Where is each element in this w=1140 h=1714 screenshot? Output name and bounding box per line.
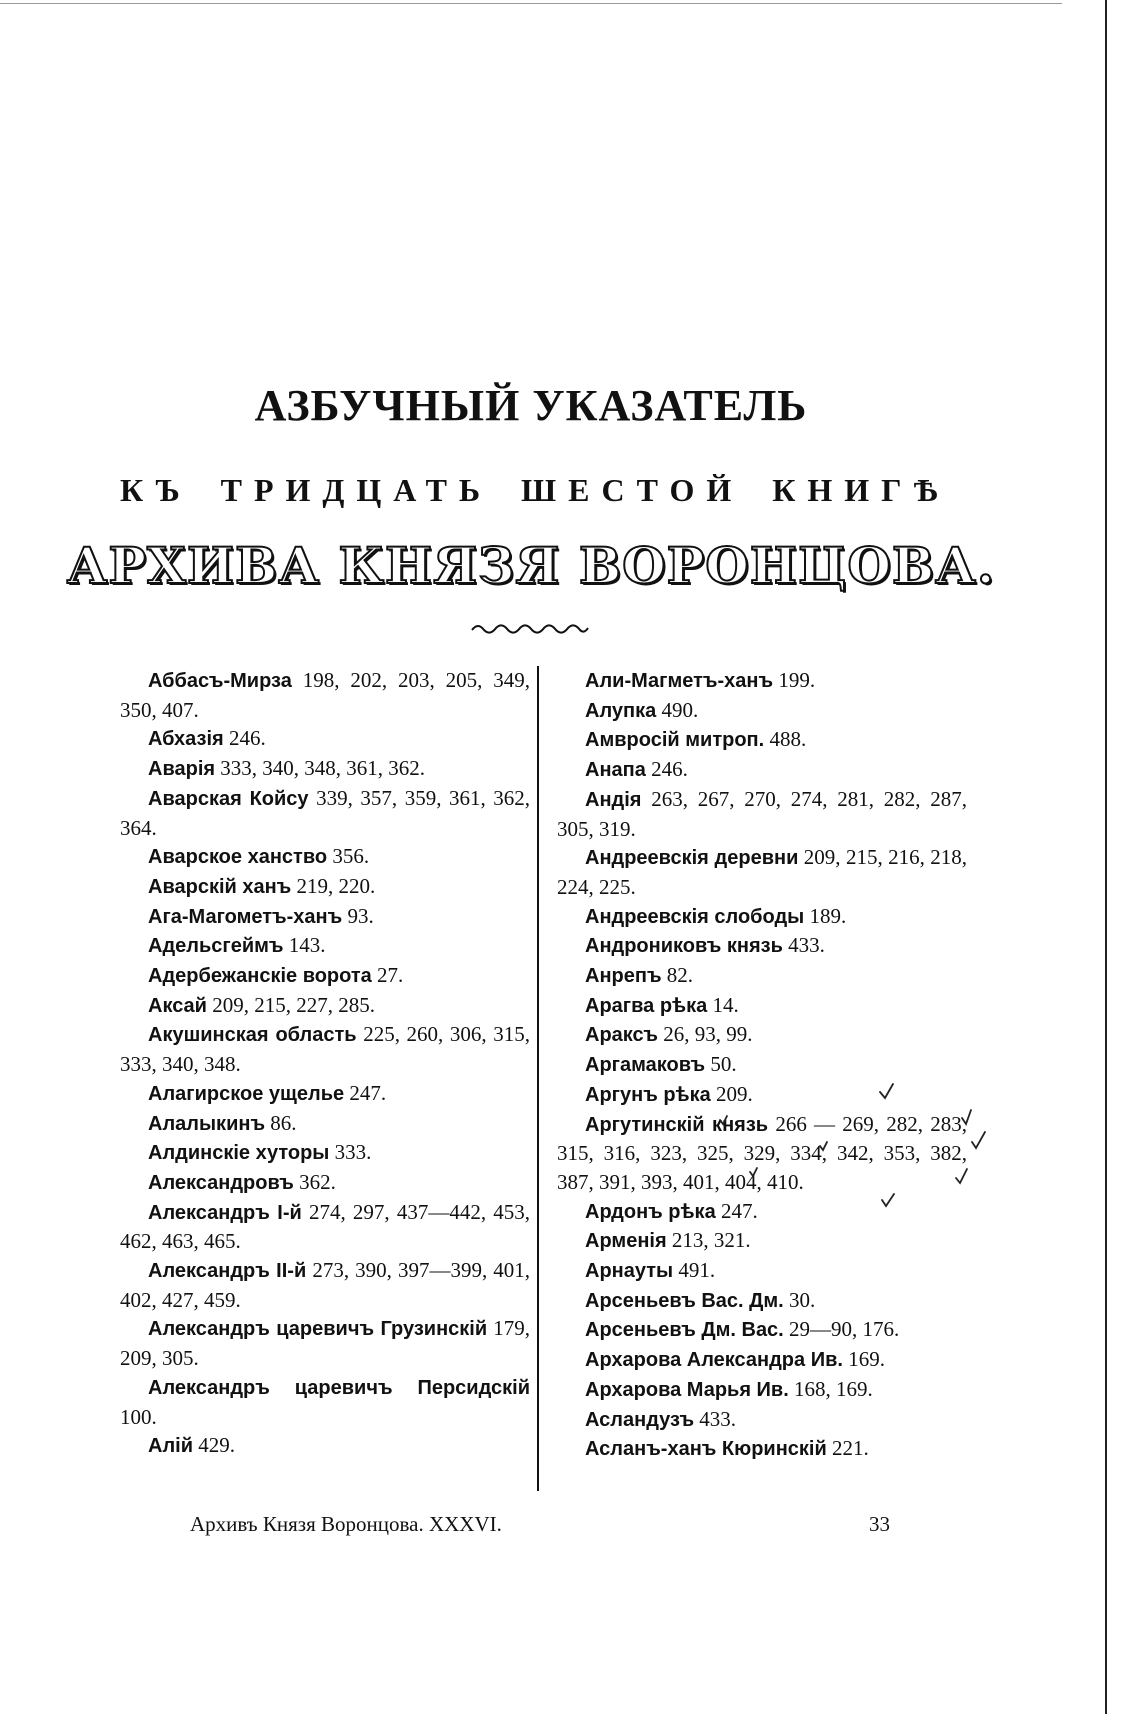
index-entry (120, 842, 530, 872)
entry-page-refs: 209, 215, 227, 285. (212, 992, 375, 1017)
entry-heading: Александръ II-й (148, 1260, 307, 1283)
entry-page-refs: 198, 202, 203, 205, 349, 350, 407. (120, 668, 531, 722)
entry-heading: Амвросій митроп. (585, 729, 765, 752)
index-entry (557, 1375, 967, 1405)
entry-page-refs: 209, 215, 216, 218, 224, 225. (557, 845, 968, 899)
entry-page-refs: 246. (651, 757, 688, 782)
index-entry (557, 1256, 967, 1286)
entry-page-refs: 274, 297, 437—442, 453, 462, 463, 465. (120, 1199, 530, 1254)
entry-page-refs: 168, 169. (794, 1376, 873, 1401)
entry-page-refs: 209. (715, 1081, 753, 1106)
index-entry (557, 785, 967, 843)
index-entry (120, 1431, 530, 1461)
entry-heading: Арсеньевъ Вас. Дм. (585, 1289, 784, 1312)
entry-heading: Андрониковъ князь (585, 935, 783, 958)
entry-heading: Алій (148, 1435, 193, 1458)
entry-heading: Аварская Койсу (148, 787, 309, 810)
index-entry (557, 1345, 967, 1375)
entry-heading: Арнауты (585, 1260, 674, 1283)
index-entry (557, 902, 967, 932)
entry-heading: Араксъ (585, 1024, 658, 1047)
page-title: АЗБУЧНЫЙ УКАЗАТЕЛЬ (254, 381, 808, 430)
entry-heading: Аварскій ханъ (148, 875, 292, 898)
index-column-right (557, 666, 967, 1464)
subtitle-word: КЪ (120, 472, 192, 508)
index-entry (120, 1138, 530, 1168)
index-entry (557, 696, 967, 726)
entry-page-refs: 50. (710, 1052, 737, 1077)
entry-page-refs: 333. (334, 1140, 372, 1165)
entry-heading: Аргамаковъ (585, 1054, 706, 1077)
index-entry (557, 1110, 967, 1197)
entry-heading: Алалыкинъ (148, 1112, 266, 1135)
entry-page-refs: 14. (712, 992, 739, 1017)
entry-page-refs: 273, 390, 397—399, 401, 402, 427, 459. (120, 1258, 531, 1312)
entry-heading: Акушинская область (148, 1024, 357, 1047)
entry-heading: Асланъ-ханъ Кюринскій (585, 1438, 827, 1461)
index-entry (557, 931, 967, 961)
index-entry (557, 1197, 967, 1227)
entry-heading: Аббасъ-Мирза (148, 670, 292, 692)
index-entry (120, 784, 530, 842)
entry-page-refs: 225, 260, 306, 315, 333, 340, 348. (120, 1022, 531, 1077)
entry-heading: Ардонъ рѣка (585, 1200, 716, 1223)
index-entry (557, 1050, 967, 1080)
entry-page-refs: 266 — 269, 282, 283, 315, 316, 323, 325, 329, 334, 342, 353, 382, 387, 391, 393, 401, 404, 410. (557, 1111, 968, 1194)
entry-page-refs: 189. (809, 903, 847, 928)
index-entry (120, 1168, 530, 1198)
subtitle-word: ТРИДЦАТЬ (220, 472, 493, 508)
entry-page-refs: 143. (288, 933, 326, 958)
entry-page-refs: 199. (778, 668, 816, 692)
entry-heading: Алупка (585, 699, 657, 722)
entry-heading: Александръ I-й (148, 1201, 302, 1224)
index-entry (120, 1198, 530, 1256)
entry-page-refs: 179, 209, 305. (120, 1316, 531, 1371)
entry-heading: Аварское ханство (148, 846, 328, 869)
entry-heading: Аварія (148, 758, 216, 781)
index-entry (120, 991, 530, 1021)
subtitle-word: КНИГѢ (772, 472, 950, 508)
entry-page-refs: 221. (832, 1436, 869, 1461)
index-entry (120, 666, 530, 724)
entry-heading: Алдинскіе хуторы (148, 1142, 330, 1165)
top-rule (0, 3, 1062, 4)
entry-heading: Адербежанскіе ворота (148, 965, 372, 988)
index-column-left (120, 666, 530, 1461)
index-entry (557, 755, 967, 785)
entry-heading: Анрепъ (585, 965, 662, 988)
entry-page-refs: 213, 321. (671, 1228, 751, 1253)
index-entry (557, 961, 967, 991)
index-entry (120, 1373, 530, 1431)
entry-heading: Андреевскія слободы (585, 905, 805, 928)
entry-heading: Али-Магметъ-ханъ (585, 670, 774, 692)
entry-page-refs: 263, 267, 270, 274, 281, 282, 287, 305, 319. (557, 786, 968, 841)
entry-page-refs: 362. (299, 1169, 336, 1194)
subtitle-word: ШЕСТОЙ (520, 472, 744, 508)
entry-page-refs: 26, 93, 99. (663, 1022, 753, 1047)
entry-heading: Архарова Марья Ив. (585, 1378, 789, 1401)
index-entry (120, 1256, 530, 1314)
footer-archive-label: Архивъ Князя Воронцова. XXXVI. (190, 1512, 502, 1536)
index-entry (557, 1286, 967, 1316)
entry-page-refs: 247. (720, 1198, 758, 1223)
index-entry (120, 724, 530, 754)
entry-heading: Аксай (148, 994, 207, 1017)
page-edge-rule (1105, 0, 1107, 1714)
index-entry (120, 961, 530, 991)
entry-heading: Адельсгеймъ (148, 935, 284, 958)
page-number: 33 (869, 1512, 890, 1536)
entry-heading: Анапа (585, 759, 646, 782)
entry-heading: Абхазія (148, 728, 224, 751)
entry-page-refs: 433. (788, 933, 825, 958)
index-entry (557, 991, 967, 1021)
entry-heading: Арсеньевъ Дм. Вас. (585, 1319, 784, 1342)
entry-page-refs: 169. (848, 1347, 885, 1372)
entry-page-refs: 82. (666, 963, 694, 988)
index-entry (557, 1020, 967, 1050)
index-entry (557, 1226, 967, 1256)
entry-page-refs: 29—90, 176. (789, 1317, 900, 1342)
entry-page-refs: 246. (228, 726, 266, 751)
index-entry (120, 1109, 530, 1139)
entry-page-refs: 490. (661, 697, 699, 722)
entry-heading: Ага-Магометъ-ханъ (148, 905, 343, 928)
index-entry (120, 754, 530, 784)
index-entry (557, 1405, 967, 1435)
entry-page-refs: 93. (347, 903, 374, 928)
entry-page-refs: 333, 340, 348, 361, 362. (220, 756, 426, 781)
entry-page-refs: 100. (120, 1404, 157, 1429)
entry-heading: Андія (585, 788, 642, 811)
entry-page-refs: 356. (332, 844, 370, 869)
entry-heading: Арагва рѣка (585, 994, 708, 1017)
entry-page-refs: 491. (678, 1258, 716, 1283)
entry-heading: Александръ царевичъ Грузинскій (148, 1318, 488, 1341)
entry-page-refs: 247. (349, 1080, 387, 1105)
index-entry (120, 872, 530, 902)
index-entry (557, 725, 967, 755)
index-entry (557, 1315, 967, 1345)
entry-heading: Александровъ (148, 1171, 294, 1194)
page-subtitle (120, 472, 950, 509)
page-footer (190, 1512, 890, 1537)
entry-page-refs: 429. (198, 1433, 235, 1458)
index-entry (557, 843, 967, 901)
index-entry (120, 1314, 530, 1372)
entry-page-refs: 86. (270, 1110, 297, 1135)
entry-heading: Андреевскія деревни (585, 847, 799, 870)
archive-title: АРХИВА КНЯЗЯ ВОРОНЦОВА. (66, 536, 996, 595)
entry-page-refs: 488. (769, 727, 807, 752)
index-entry (557, 1080, 967, 1110)
index-entry (120, 931, 530, 961)
entry-page-refs: 30. (789, 1287, 816, 1312)
entry-heading: Архарова Александра Ив. (585, 1349, 843, 1372)
index-entry (557, 666, 967, 696)
index-entry (120, 1079, 530, 1109)
index-entry (557, 1434, 967, 1464)
entry-page-refs: 219, 220. (296, 873, 376, 898)
entry-page-refs: 433. (699, 1406, 737, 1431)
entry-heading: Аргунъ рѣка (585, 1083, 711, 1106)
entry-heading: Алагирское ущелье (148, 1082, 345, 1105)
column-divider (537, 666, 539, 1491)
entry-heading: Арменія (585, 1230, 667, 1253)
entry-heading: Александръ царевичъ Персидскій (148, 1376, 530, 1399)
entry-page-refs: 339, 357, 359, 361, 362, 364. (120, 785, 531, 840)
index-entry (120, 902, 530, 932)
entry-heading: Асландузъ (585, 1408, 695, 1431)
entry-page-refs: 27. (377, 963, 404, 988)
index-entry (120, 1020, 530, 1078)
ornament-divider (470, 620, 590, 636)
entry-heading: Аргутинскій князь (585, 1113, 769, 1136)
